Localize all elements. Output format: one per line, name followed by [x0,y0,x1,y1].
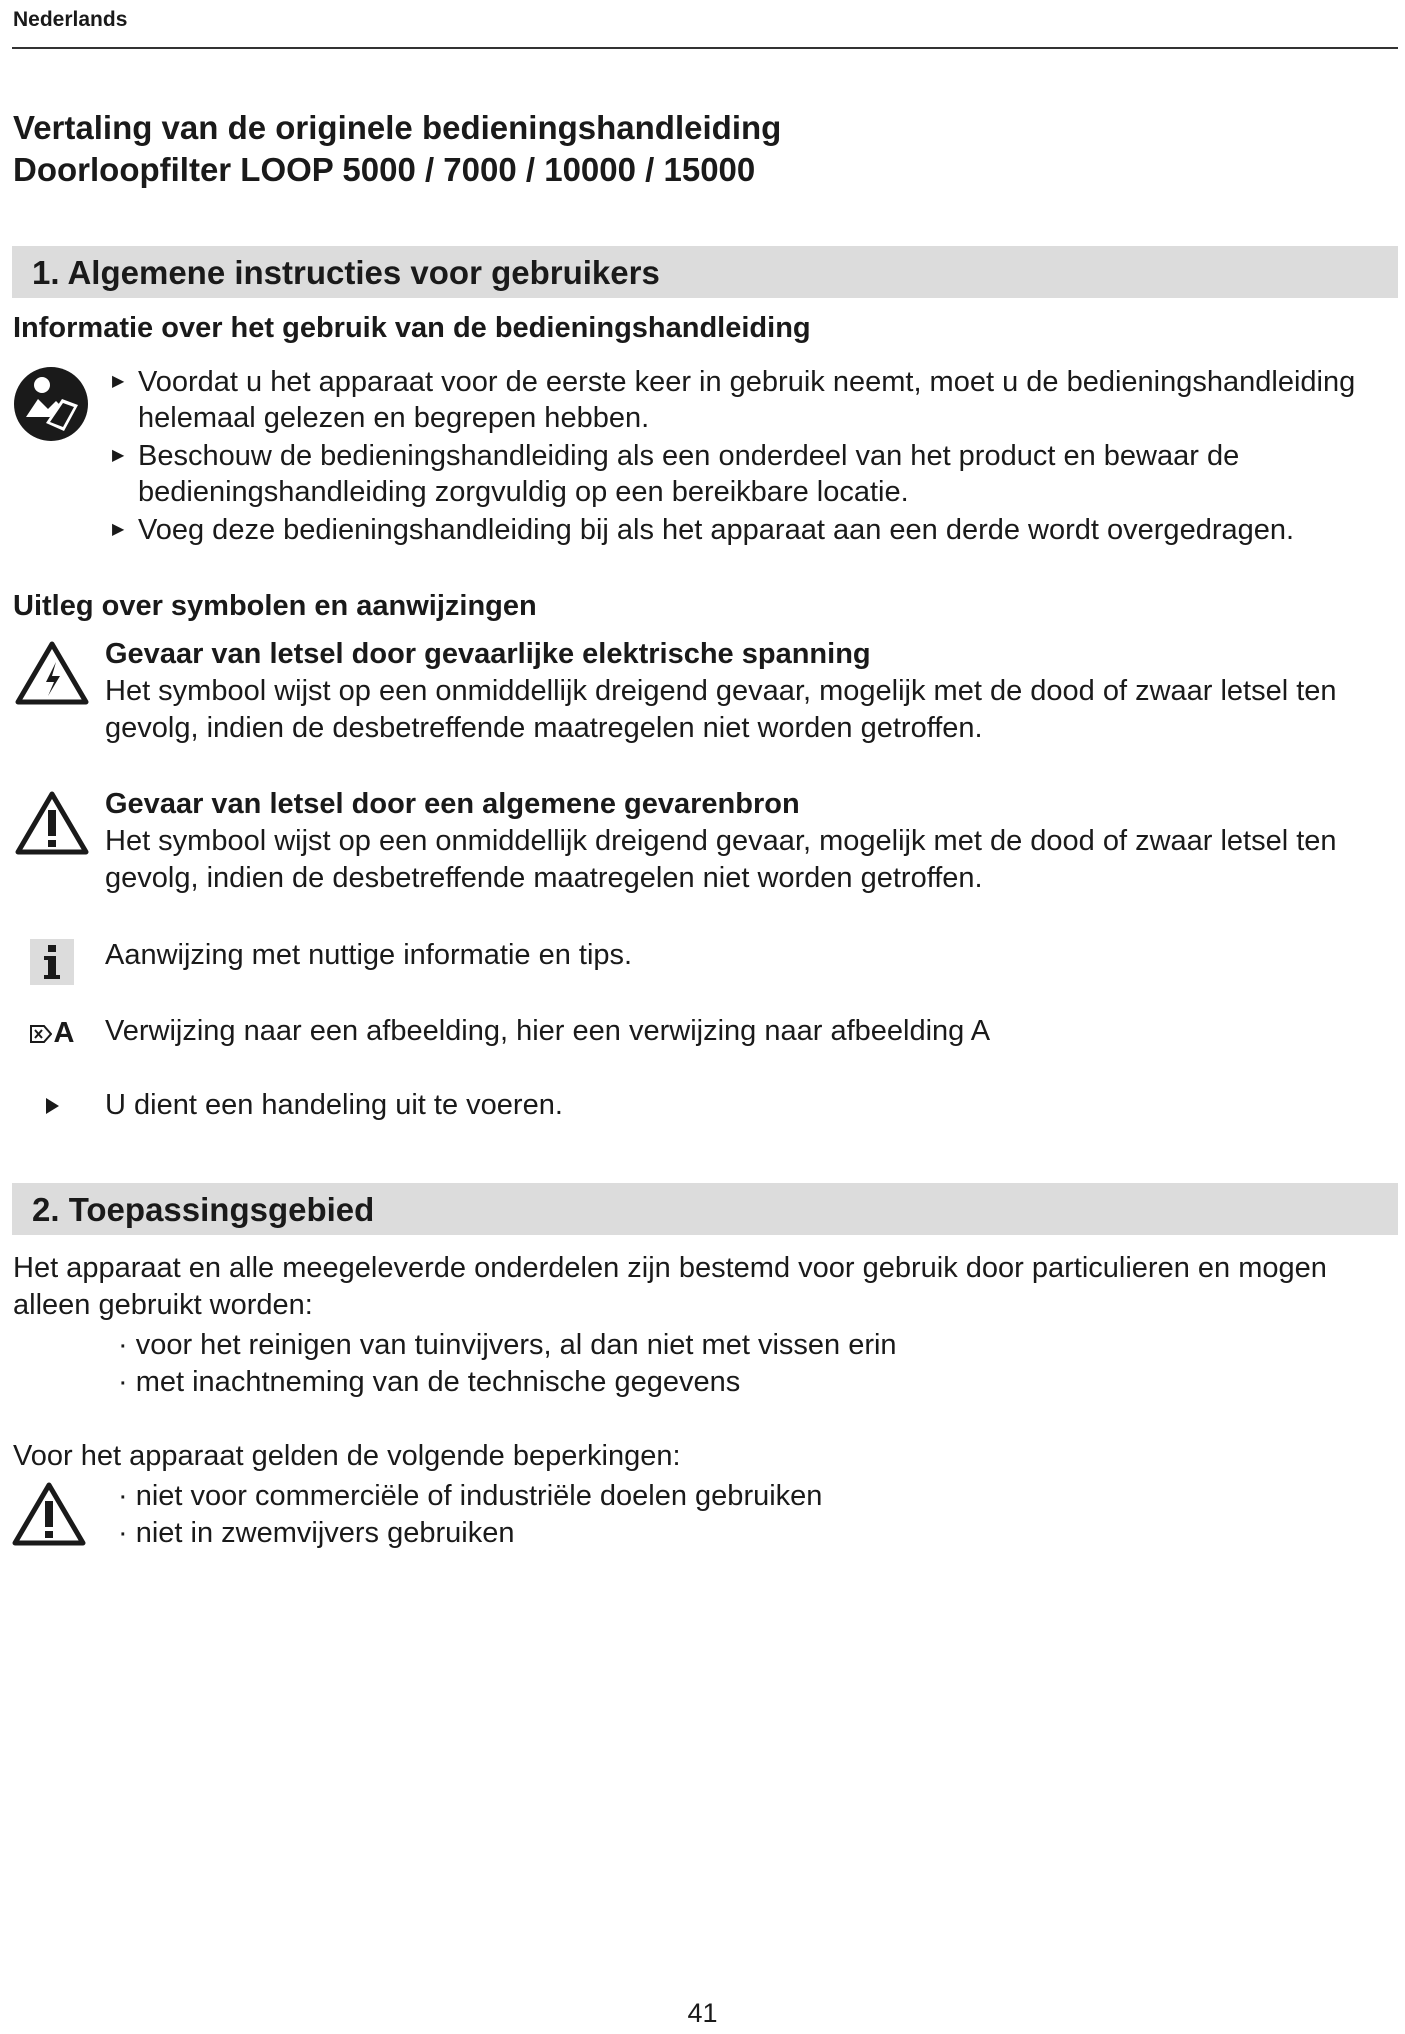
list-item: · voor het reinigen van tuinvijvers, al dan niet met vissen erin [118,1329,897,1361]
page-number: 41 [687,1998,718,2028]
symbol-title: Gevaar van letsel door een algemene gevarenbron [105,788,800,820]
bullet-arrow-icon: ▶ [112,447,125,464]
info-heading: Informatie over het gebruik van de bedieningshandleiding [13,312,811,344]
symbol-description: Het symbool wijst op een onmiddellijk dreigend gevaar, mogelijk met de dood of zwaar letsel ten gevolg, indien de desbetreffende maatregelen niet worden getroffen. [105,675,1337,744]
list-item: · met inachtneming van de technische gegevens [118,1366,741,1398]
section-2-header [12,1183,1398,1235]
read-manual-icon [12,365,90,443]
title-line-1: Vertaling van de originele bedieningshandleiding [13,109,782,146]
info-bullet-list [112,364,1392,550]
symbol-description: Aanwijzing met nuttige informatie en tips. [105,939,633,971]
section-2-title: 2. Toepassingsgebied [32,1191,375,1228]
action-arrow-icon [12,1097,92,1115]
info-icon [12,939,92,985]
restrictions-intro: Voor het apparaat gelden de volgende beperkingen: [13,1440,681,1472]
electric-hazard-icon [12,640,92,706]
list-item: ▶ Voordat u het apparaat voor de eerste keer in gebruik neemt, moet u de bedieningshandleiding helemaal gelezen en begrepen hebben. [112,366,1356,434]
symbol-description: Verwijzing naar een afbeelding, hier een verwijzing naar afbeelding A [105,1015,991,1047]
symbol-description: Het symbool wijst op een onmiddellijk dreigend gevaar, mogelijk met de dood of zwaar letsel ten gevolg, indien de desbetreffende maatregelen niet worden getroffen. [105,825,1337,894]
list-item: · niet in zwemvijvers gebruiken [118,1517,515,1549]
bullet-arrow-icon: ▶ [112,373,125,390]
uses-list [118,1327,897,1401]
symbol-title: Gevaar van letsel door gevaarlijke elektrische spanning [105,638,871,670]
scope-intro: Het apparaat en alle meegeleverde onderdelen zijn bestemd voor gebruik door particulieren en mogen alleen gebruikt worden: [13,1252,1327,1321]
restrictions-list [118,1478,822,1552]
title-line-2: Doorloopfilter LOOP 5000 / 7000 / 10000 / 15000 [13,151,756,188]
language-label: Nederlands [13,8,128,31]
list-item: ▶ Voeg deze bedieningshandleiding bij als het apparaat aan een derde wordt overgedragen. [112,514,1295,546]
section-1-header [12,246,1398,298]
header-divider [12,47,1398,49]
section-1-title: 1. Algemene instructies voor gebruikers [32,254,660,291]
bullet-arrow-icon: ▶ [112,521,125,538]
symbols-heading: Uitleg over symbolen en aanwijzingen [13,590,537,622]
document-title [13,107,781,191]
list-item: ▶ Beschouw de bedieningshandleiding als een onderdeel van het product en bewaar de bedieningshandleiding zorgvuldig op een bereikbare locatie. [112,440,1240,508]
figure-reference-icon [12,1015,92,1052]
symbol-description: U dient een handeling uit te voeren. [105,1089,563,1121]
figure-reference-letter: A [53,1017,75,1049]
warning-icon [12,1481,86,1552]
list-item: · niet voor commerciële of industriële doelen gebruiken [118,1480,823,1512]
warning-icon [12,790,92,856]
